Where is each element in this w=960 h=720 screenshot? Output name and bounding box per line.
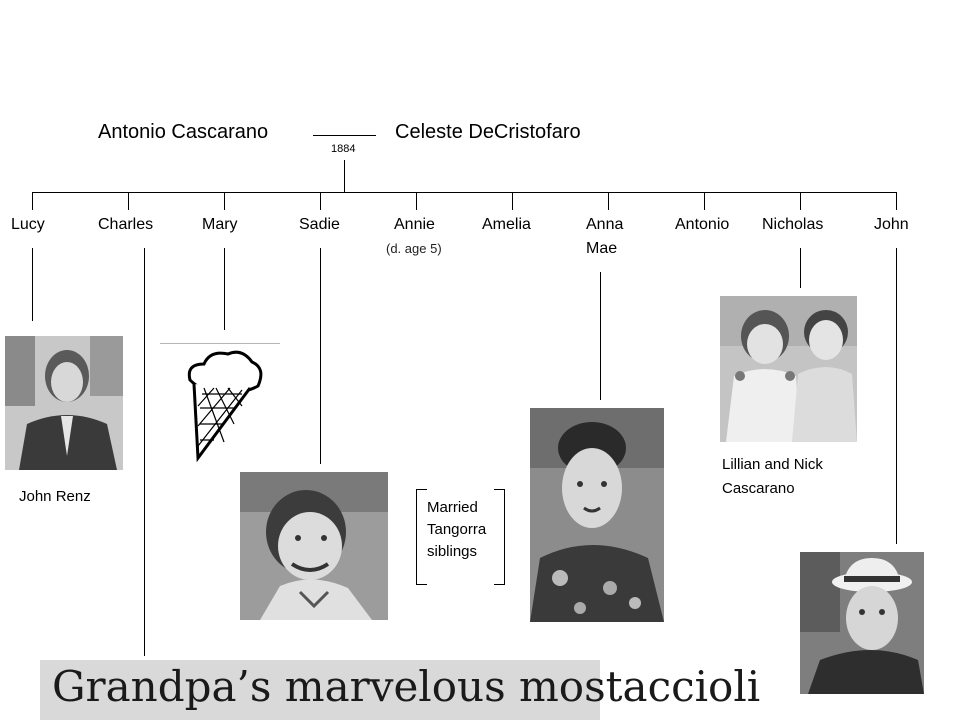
connector-charles bbox=[144, 248, 145, 656]
drop-anna-mae bbox=[608, 192, 609, 210]
ice-cream-cone-icon bbox=[184, 346, 264, 464]
photo-john bbox=[800, 552, 924, 694]
caption-lillian-and-nick-line1: Lillian and Nick bbox=[722, 456, 823, 473]
marriage-line bbox=[313, 135, 376, 136]
married-note-line1: Married bbox=[427, 499, 478, 516]
child-name-mary: Mary bbox=[202, 216, 238, 233]
drop-amelia bbox=[512, 192, 513, 210]
bracket-right bbox=[494, 489, 505, 585]
child-name-charles: Charles bbox=[98, 216, 154, 233]
drop-nicholas bbox=[800, 192, 801, 210]
married-note-line2: Tangorra bbox=[427, 521, 487, 538]
child-name-anna-mae-line2: Mae bbox=[586, 240, 618, 257]
child-name-antonio: Antonio bbox=[675, 216, 730, 233]
father-name: Antonio Cascarano bbox=[98, 121, 269, 143]
caption-john-renz: John Renz bbox=[19, 488, 91, 505]
marriage-year: 1884 bbox=[331, 143, 356, 155]
married-note-line3: siblings bbox=[427, 543, 478, 560]
mother-name: Celeste DeCristofaro bbox=[395, 121, 581, 143]
drop-mary bbox=[224, 192, 225, 210]
sibling-bar bbox=[32, 192, 897, 193]
child-name-annie: Annie bbox=[394, 216, 435, 233]
photo-sadie bbox=[240, 472, 388, 620]
drop-sadie bbox=[320, 192, 321, 210]
descent-line bbox=[344, 160, 345, 192]
child-name-amelia: Amelia bbox=[482, 216, 531, 233]
connector-john bbox=[896, 248, 897, 544]
drop-john bbox=[896, 192, 897, 210]
drop-charles bbox=[128, 192, 129, 210]
photo-anna-mae bbox=[530, 408, 664, 622]
newspaper-clipping bbox=[40, 660, 761, 720]
connector-anna-mae bbox=[600, 272, 601, 400]
child-name-lucy: Lucy bbox=[11, 216, 45, 233]
connector-lucy bbox=[32, 248, 33, 321]
child-name-anna-mae-line1: Anna bbox=[586, 216, 624, 233]
photo-john-renz bbox=[5, 336, 123, 470]
caption-lillian-and-nick-line2: Cascarano bbox=[722, 480, 795, 497]
bracket-left bbox=[416, 489, 427, 585]
drop-antonio bbox=[704, 192, 705, 210]
child-name-john: John bbox=[874, 216, 909, 233]
connector-sadie bbox=[320, 248, 321, 464]
photo-lillian-and-nick bbox=[720, 296, 857, 442]
drop-annie bbox=[416, 192, 417, 210]
connector-mary bbox=[224, 248, 225, 330]
annie-death-note: (d. age 5) bbox=[386, 241, 442, 256]
child-name-sadie: Sadie bbox=[299, 216, 340, 233]
mary-divider bbox=[160, 343, 280, 344]
child-name-nicholas: Nicholas bbox=[762, 216, 824, 233]
clipping-headline: Grandpa’s marvelous mostaccioli bbox=[52, 662, 761, 711]
connector-nicholas bbox=[800, 248, 801, 288]
drop-lucy bbox=[32, 192, 33, 210]
